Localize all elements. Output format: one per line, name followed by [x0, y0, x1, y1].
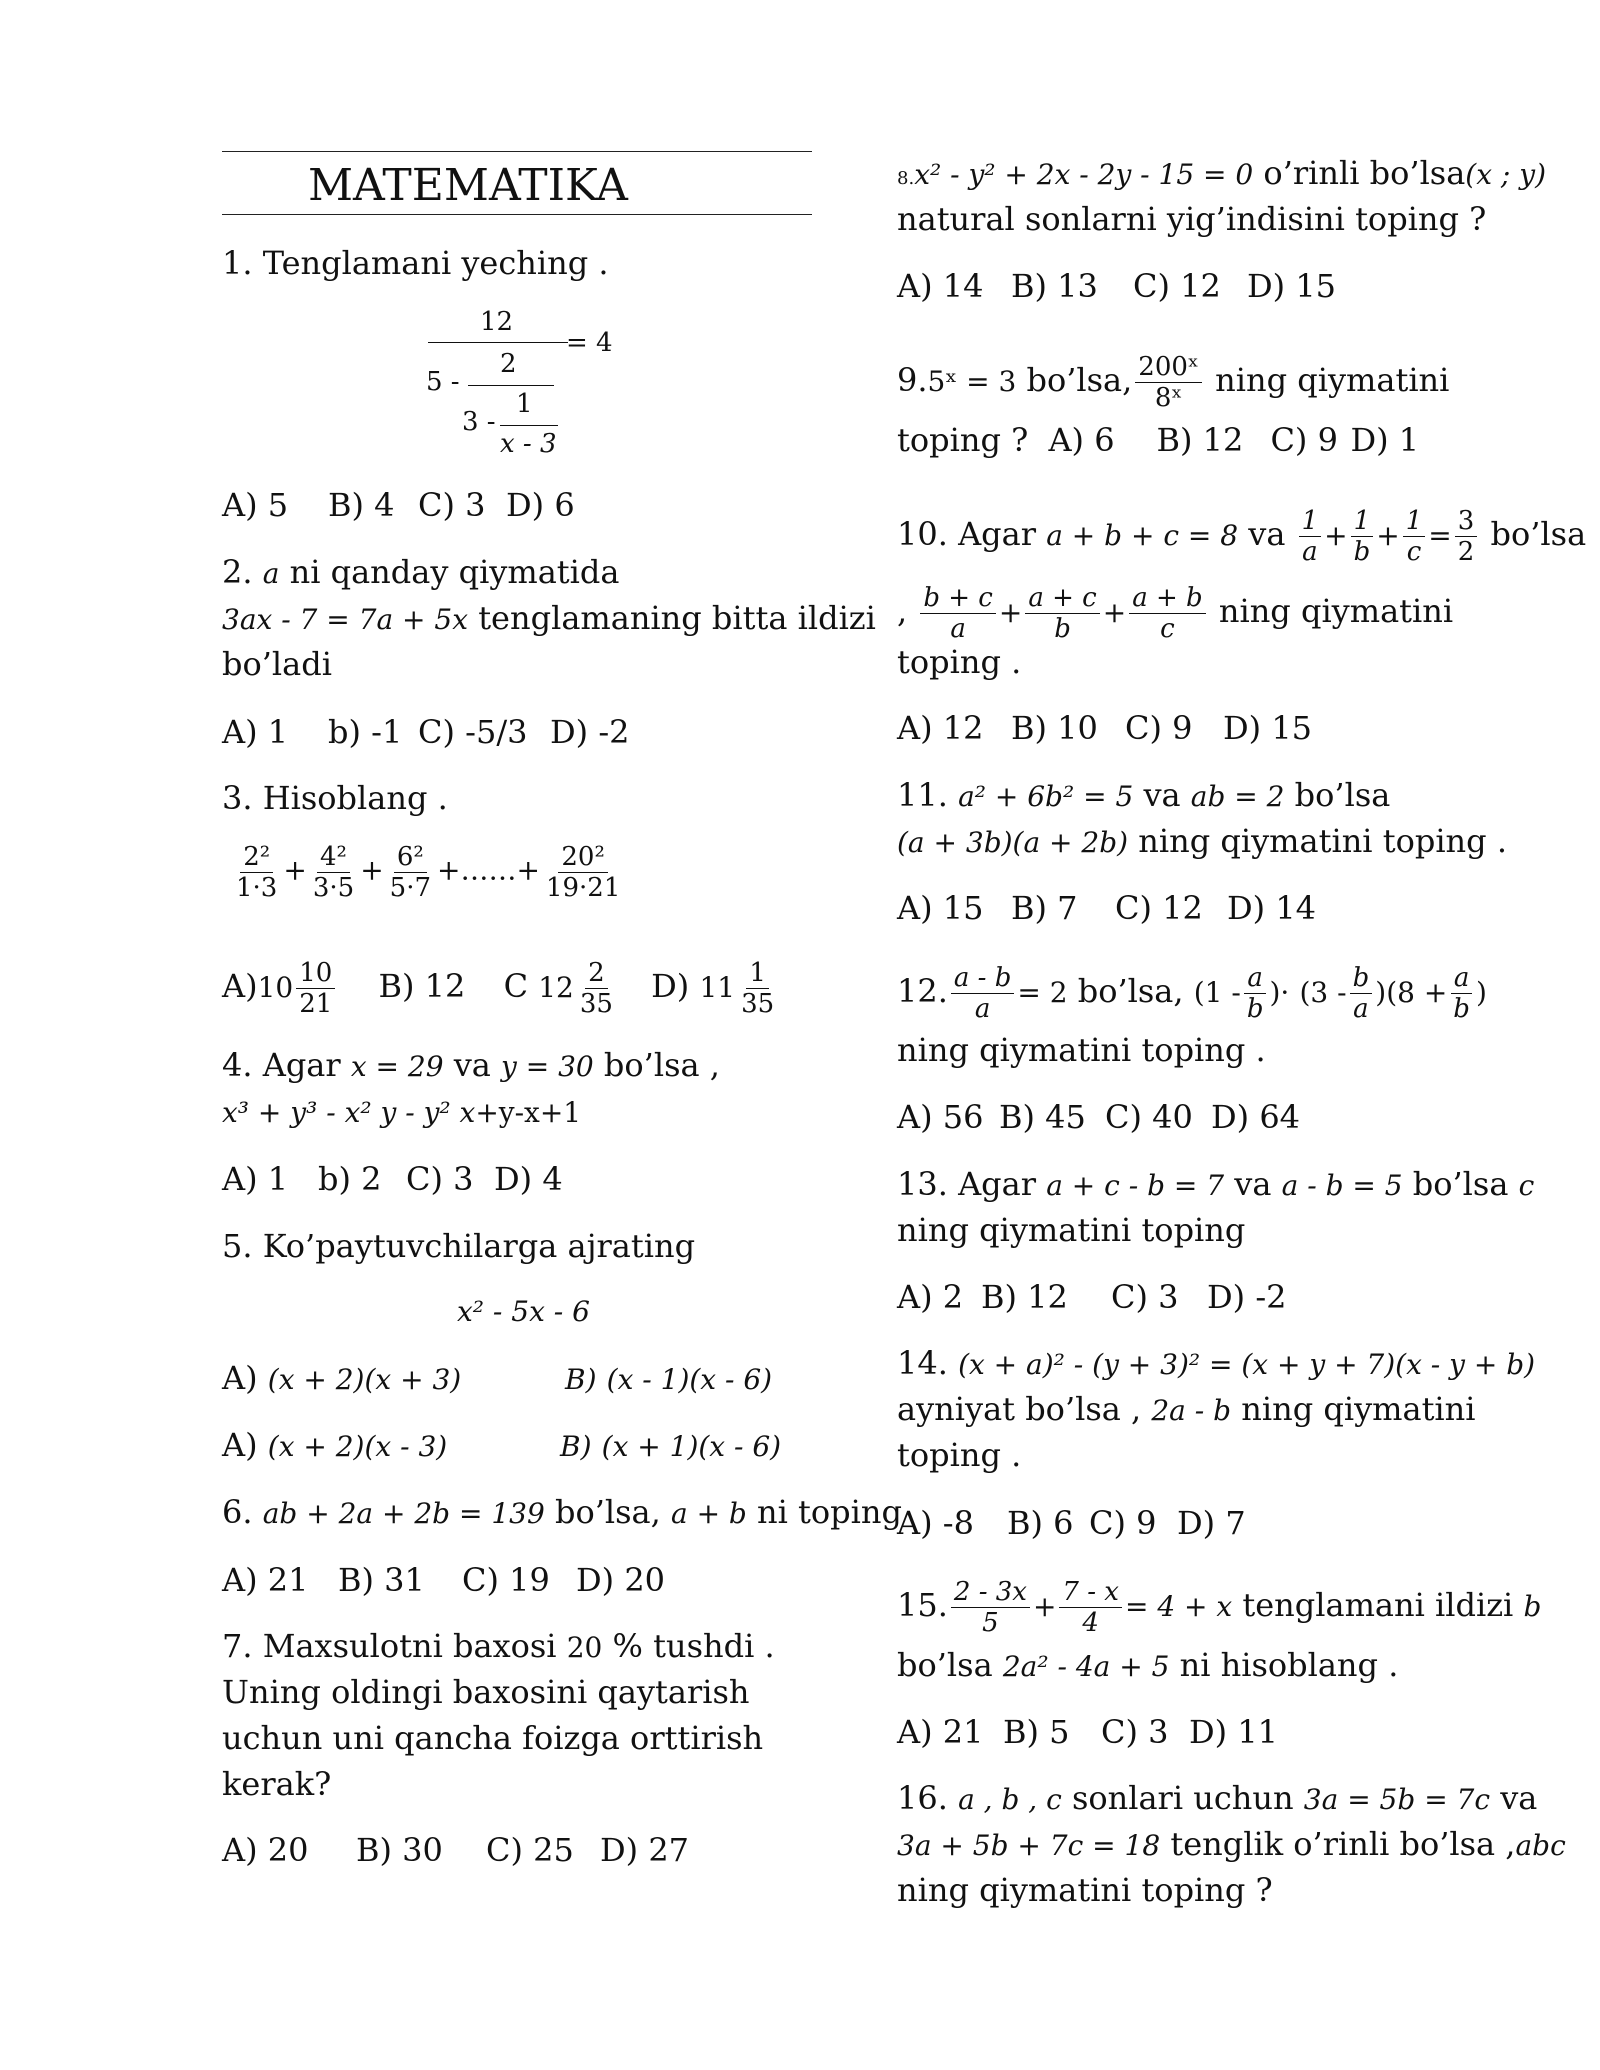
q10-equation: a + b + c = 8	[1046, 519, 1239, 552]
q10-line1: 10. Agar a + b + c = 8 va $\frac{1}{a}$ + $\frac{1}{b}$ + $\frac{1}{c}$ = $\frac{3}{2}$ bo’lsa	[897, 506, 1587, 567]
q10-answers	[897, 708, 1312, 748]
q15-answers	[897, 1712, 1278, 1752]
q16-equation: 3a = 5b = 7c	[1303, 1783, 1491, 1816]
q1-answer-c[interactable]: C) 3	[418, 486, 486, 524]
q4-line2: x³ + y³ - x² y - y² x+y-x+1	[222, 1096, 582, 1129]
q2-answers	[222, 712, 629, 752]
q2-line3: bo’ladi	[222, 645, 332, 683]
q3-answer-b[interactable]: B) 12	[378, 967, 466, 1005]
q5-option-4[interactable]: B) (x + 1)(x - 6)	[560, 1430, 782, 1463]
q15-answer-a[interactable]: A) 21	[897, 1713, 984, 1751]
q2-answer-a[interactable]: A) 1	[222, 713, 289, 751]
q2-line2	[222, 598, 876, 640]
q1-b: 2	[500, 349, 517, 379]
q14-answer-d[interactable]: D) 7	[1177, 1504, 1246, 1542]
q15-line2: bo’lsa 2a² - 4a + 5 ni hisoblang .	[897, 1646, 1399, 1684]
q9-answer-c[interactable]: C) 9	[1270, 421, 1338, 459]
q11-answers	[897, 888, 1316, 928]
q4-expr: x³ + y³ - x² y - y² x	[222, 1096, 476, 1129]
q15-answer-c[interactable]: C) 3	[1101, 1713, 1169, 1751]
q12-answer-a[interactable]: A) 56	[897, 1098, 984, 1136]
q7-answer-b[interactable]: B) 30	[356, 1831, 443, 1869]
q7-answer-a[interactable]: A) 20	[222, 1831, 309, 1869]
q11-answer-d[interactable]: D) 14	[1227, 889, 1317, 927]
q10-line3: toping .	[897, 643, 1022, 681]
q8-answer-d[interactable]: D) 15	[1247, 267, 1337, 305]
q1-main-bar	[428, 342, 568, 343]
q3-term-1: $\frac{\text{2²}}{1\cdot 3}$	[236, 842, 278, 903]
q5-option-1[interactable]: A) (x + 2)(x + 3)	[222, 1359, 462, 1397]
q10-line2: , $\frac{b + c}{a}$ + $\frac{a + c}{b}$ + $\frac{a + b}{c}$ ning qiymatini	[897, 583, 1454, 644]
page-title: MATEMATIKA	[308, 160, 628, 211]
q13-answer-b[interactable]: B) 12	[981, 1278, 1068, 1316]
q6-answers	[222, 1560, 665, 1600]
q12-line2: ning qiymatini toping .	[897, 1031, 1266, 1069]
q1-answer-d[interactable]: D) 6	[506, 486, 575, 524]
q6-line: 6. ab + 2a + 2b = 139 bo’lsa, a + b ni toping	[222, 1493, 902, 1531]
q2-var: a	[262, 557, 280, 590]
q4-x: x = 29	[350, 1050, 444, 1083]
q8-line1: 8.x² - y² + 2x - 2y - 15 = 0 o’rinli bo’lsa(x ; y)	[897, 154, 1546, 192]
q9-fraction: $\frac{\text{200ˣ}}{\text{8ˣ}}$	[1135, 352, 1202, 413]
q3-term-3: $\frac{\text{6²}}{5\cdot 7}$	[389, 842, 432, 903]
q15-answer-d[interactable]: D) 11	[1189, 1713, 1279, 1751]
q2-answer-b[interactable]: b) -1	[328, 713, 403, 751]
q11-answer-b[interactable]: B) 7	[1011, 889, 1078, 927]
q1-rhs: = 4	[566, 328, 613, 358]
q7-line2: Uning oldingi baxosini qaytarish	[222, 1673, 750, 1711]
q9-line1: 9.5ˣ = 3 bo’lsa, $\frac{\text{200ˣ}}{\text{8ˣ}}$ ning qiymatini	[897, 352, 1450, 413]
q10-answer-a[interactable]: A) 12	[897, 709, 984, 747]
q8-answer-c[interactable]: C) 12	[1133, 267, 1221, 305]
q1-text: 1. Tenglamani yeching .	[222, 244, 609, 282]
q7-answer-c[interactable]: C) 25	[486, 1831, 574, 1869]
q2-text: ni qanday qiymatida	[289, 553, 620, 591]
q7-answers	[222, 1830, 689, 1870]
q2-answer-d[interactable]: D) -2	[550, 713, 630, 751]
q4-answer-b[interactable]: b) 2	[318, 1160, 382, 1198]
q16-line1: 16. a , b , c sonlari uchun 3a = 5b = 7c va	[897, 1779, 1538, 1817]
q3-answer-a[interactable]: A)10 $\frac{10}{21}$	[222, 967, 349, 1005]
q10-answer-c[interactable]: C) 9	[1125, 709, 1193, 747]
q1-e: x - 3	[500, 429, 557, 459]
q1-answers	[222, 485, 575, 525]
q3-answer-c[interactable]: C 12 $\frac{2}{35}$	[503, 958, 613, 1019]
q2-answer-c[interactable]: C) -5/3	[418, 713, 528, 751]
q8-answer-a[interactable]: A) 14	[897, 267, 984, 305]
q2-num: 2.	[222, 553, 253, 591]
q11-line2: (a + 3b)(a + 2b) ning qiymatini toping .	[897, 822, 1507, 860]
q13-answers	[897, 1277, 1286, 1317]
title-rule-top	[222, 151, 812, 152]
q8-answer-b[interactable]: B) 13	[1011, 267, 1098, 305]
q6-answer-d[interactable]: D) 20	[576, 1561, 666, 1599]
q12-answer-d[interactable]: D) 64	[1211, 1098, 1301, 1136]
q1-answer-b[interactable]: B) 4	[328, 486, 395, 524]
q13-line1: 13. Agar a + c - b = 7 va a - b = 5 bo’lsa c	[897, 1165, 1535, 1203]
q14-line2: ayniyat bo’lsa , 2a - b ning qiymatini	[897, 1390, 1476, 1428]
q2-text2: tenglamaning bitta ildizi	[478, 599, 876, 637]
q7-line4: kerak?	[222, 1765, 332, 1803]
q6-answer-a[interactable]: A) 21	[222, 1561, 309, 1599]
q12-line1: 12. $\frac{a - b}{a}$ = 2 bo’lsa, (1 - $\frac{a}{b}$ )· (3 - $\frac{b}{a}$ )(8 + $\frac{a}{b}$ )	[897, 963, 1487, 1024]
q1-bar2	[468, 385, 554, 386]
q13-answer-c[interactable]: C) 3	[1111, 1278, 1179, 1316]
q8-equation: x² - y² + 2x - 2y - 15 = 0	[914, 158, 1254, 191]
q3-text: 3. Hisoblang .	[222, 779, 448, 817]
q3-sum: $\frac{\text{2²}}{1\cdot 3}$ + $\frac{\text{4²}}{3\cdot 5}$ + $\frac{\text{6²}}{5\cdot 7}$ +……+ $\frac{\text{20²}}{19\cdot 21}$	[230, 842, 626, 903]
q6-answer-c[interactable]: C) 19	[462, 1561, 550, 1599]
q5-option-3[interactable]: A) (x + 2)(x - 3)	[222, 1426, 448, 1464]
q9-answer-a[interactable]: A) 6	[1048, 421, 1115, 459]
q2-equation: 3ax - 7 = 7a + 5x	[222, 603, 469, 636]
q9-answer-d[interactable]: D) 1	[1350, 421, 1420, 459]
q14-answers	[897, 1503, 1246, 1543]
q3-answers	[222, 958, 780, 1019]
q3-term-2: $\frac{\text{4²}}{3\cdot 5}$	[312, 842, 355, 903]
q9-line2: toping ? A) 6 B) 12 C) 9 D) 1	[897, 421, 1420, 459]
q14-answer-c[interactable]: C) 9	[1089, 1504, 1157, 1542]
q7-line3: uchun uni qancha foizga orttirish	[222, 1719, 764, 1757]
q13-answer-d[interactable]: D) -2	[1207, 1278, 1287, 1316]
q4-answer-c[interactable]: C) 3	[406, 1160, 474, 1198]
q6-equation: ab + 2a + 2b = 139	[262, 1497, 545, 1530]
q11-answer-a[interactable]: A) 15	[897, 889, 984, 927]
q16-equation-2: 3a + 5b + 7c = 18	[897, 1829, 1161, 1862]
q8-answers	[897, 266, 1336, 306]
q16-line3: ning qiymatini toping ?	[897, 1871, 1273, 1909]
q4-answer-d[interactable]: D) 4	[494, 1160, 563, 1198]
q13-equation-1: a + c - b = 7	[1046, 1169, 1225, 1202]
q5-text: 5. Ko’paytuvchilarga ajrating	[222, 1227, 696, 1265]
q10-answer-d[interactable]: D) 15	[1223, 709, 1313, 747]
q6-answer-b[interactable]: B) 31	[338, 1561, 425, 1599]
q7-answer-d[interactable]: D) 27	[600, 1831, 690, 1869]
q14-answer-b[interactable]: B) 6	[1007, 1504, 1074, 1542]
q5-option-2[interactable]: B) (x - 1)(x - 6)	[565, 1363, 773, 1396]
q1-answer-a[interactable]: A) 5	[222, 486, 289, 524]
q3-answer-d[interactable]: D) 11 $\frac{1}{35}$	[651, 958, 775, 1019]
q9-equation: 5ˣ = 3	[927, 365, 1017, 398]
q13-equation-2: a - b = 5	[1281, 1169, 1403, 1202]
q15-answer-b[interactable]: B) 5	[1003, 1713, 1070, 1751]
q14-answer-a[interactable]: A) -8	[897, 1504, 974, 1542]
q16-line2: 3a + 5b + 7c = 18 tenglik o’rinli bo’lsa ,abc	[897, 1825, 1566, 1863]
q1-bar3	[500, 425, 558, 426]
q1-a: 5 -	[426, 367, 460, 397]
q4-answer-a[interactable]: A) 1	[222, 1160, 289, 1198]
q4-line1: 4. Agar x = 29 va y = 30 bo’lsa ,	[222, 1046, 720, 1084]
q9-answer-b[interactable]: B) 12	[1156, 421, 1244, 459]
q12-answer-c[interactable]: C) 40	[1105, 1098, 1193, 1136]
title-rule-bottom	[222, 214, 812, 215]
q10-answer-b[interactable]: B) 10	[1011, 709, 1098, 747]
q1-c: 3 -	[462, 407, 496, 437]
q3-term-4: $\frac{\text{20²}}{19\cdot 21}$	[545, 842, 621, 903]
q14-line1: 14. (x + a)² - (y + 3)² = (x + y + 7)(x - y + b)	[897, 1344, 1536, 1382]
q4-answers	[222, 1159, 563, 1199]
q1-top: 12	[480, 307, 514, 337]
q1-d: 1	[516, 389, 533, 419]
q4-y: y = 30	[501, 1050, 594, 1083]
q14-line3: toping .	[897, 1436, 1022, 1474]
q2-line1	[222, 552, 619, 594]
q15-line1: 15. $\frac{2 - 3x}{5}$ + $\frac{7 - x}{4}$ = 4 + x tenglamani ildizi b	[897, 1577, 1542, 1638]
q12-answers	[897, 1097, 1300, 1137]
q8-line2: natural sonlarni yig’indisini toping ?	[897, 200, 1487, 238]
q12-answer-b[interactable]: B) 45	[999, 1098, 1086, 1136]
q11-equation: a² + 6b² = 5	[958, 780, 1134, 813]
q14-equation: (x + a)² - (y + 3)² = (x + y + 7)(x - y + b)	[958, 1348, 1536, 1381]
q5-expr: x² - 5x - 6	[457, 1295, 590, 1328]
q13-answer-a[interactable]: A) 2	[897, 1278, 964, 1316]
q7-line1: 7. Maxsulotni baxosi 20 % tushdi .	[222, 1627, 775, 1665]
q11-answer-c[interactable]: C) 12	[1115, 889, 1203, 927]
q11-line1: 11. a² + 6b² = 5 va ab = 2 bo’lsa	[897, 776, 1391, 814]
q1-equation	[424, 305, 624, 465]
q13-line2: ning qiymatini toping	[897, 1211, 1246, 1249]
